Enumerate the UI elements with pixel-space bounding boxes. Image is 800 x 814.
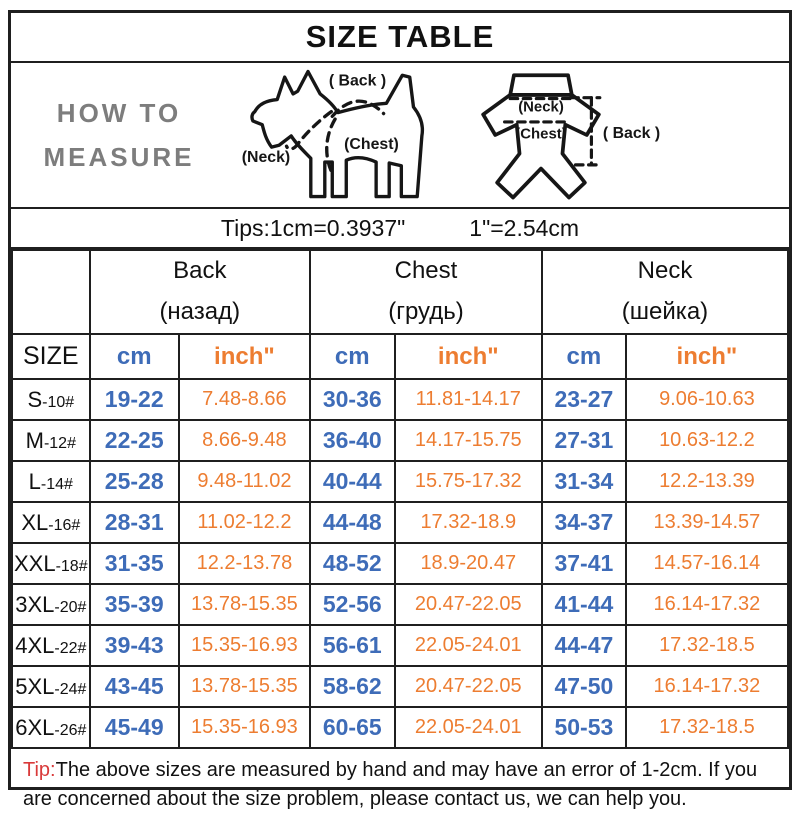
tip-inch-to-cm: 1"=2.54cm (469, 214, 580, 241)
back-cm-cell: 43-45 (90, 666, 179, 707)
back-inch-cell: 15.35-16.93 (179, 707, 310, 748)
back-cm-header: cm (90, 334, 179, 379)
heading-line-1: HOW TO (56, 97, 182, 128)
table-group-header-row (12, 250, 788, 334)
neck-inch-cell: 16.14-17.32 (626, 584, 788, 625)
size-cell (12, 543, 90, 584)
table-unit-header-row (12, 334, 788, 379)
dog-chest-label: (Chest) (344, 136, 399, 153)
chest-inch-cell: 14.17-15.75 (395, 420, 542, 461)
size-name: 4XL (15, 632, 55, 658)
neck-cm-cell: 50-53 (542, 707, 626, 748)
size-tag: -12# (43, 434, 76, 452)
back-cm-cell: 45-49 (90, 707, 179, 748)
chest-cm-cell: 52-56 (310, 584, 395, 625)
size-tag: -16# (48, 516, 81, 534)
neck-group-header (542, 250, 788, 334)
how-to-measure-heading (11, 91, 227, 179)
table-row (12, 584, 788, 625)
table-row (12, 420, 788, 461)
size-cell (12, 379, 90, 420)
back-cm-cell: 22-25 (90, 420, 179, 461)
back-inch-header: inch" (179, 334, 310, 379)
table-row (12, 379, 788, 420)
size-name: 3XL (15, 591, 55, 617)
neck-inch-cell: 13.39-14.57 (626, 502, 788, 543)
table-row (12, 461, 788, 502)
size-tag: -26# (54, 721, 87, 739)
back-cm-cell: 19-22 (90, 379, 179, 420)
chest-cm-cell: 48-52 (310, 543, 395, 584)
table-row (12, 625, 788, 666)
back-cm-cell: 28-31 (90, 502, 179, 543)
neck-cm-cell: 37-41 (542, 543, 626, 584)
size-name: L (28, 468, 41, 494)
chest-inch-cell: 22.05-24.01 (395, 707, 542, 748)
chest-cm-cell: 56-61 (310, 625, 395, 666)
neck-cm-cell: 41-44 (542, 584, 626, 625)
size-tag: -24# (54, 680, 87, 698)
chest-inch-header: inch" (395, 334, 542, 379)
neck-group-en: Neck (637, 257, 693, 285)
neck-inch-cell: 16.14-17.32 (626, 666, 788, 707)
chest-cm-cell: 58-62 (310, 666, 395, 707)
size-tag: -22# (54, 639, 87, 657)
neck-group-ru: (шейка) (621, 298, 709, 325)
back-inch-cell: 13.78-15.35 (179, 584, 310, 625)
size-cell (12, 502, 90, 543)
neck-cm-cell: 47-50 (542, 666, 626, 707)
table-row (12, 502, 788, 543)
chest-cm-header: cm (310, 334, 395, 379)
heading-line-2: MEASURE (43, 142, 195, 172)
size-tag: -20# (54, 598, 87, 616)
chest-group-en: Chest (394, 257, 458, 285)
size-tag: -18# (55, 557, 88, 575)
neck-inch-cell: 14.57-16.14 (626, 543, 788, 584)
size-name: 5XL (15, 673, 55, 699)
note-prefix: Tip: (23, 759, 56, 781)
chest-cm-cell: 40-44 (310, 461, 395, 502)
neck-cm-cell: 31-34 (542, 461, 626, 502)
chest-inch-cell: 20.47-22.05 (395, 666, 542, 707)
back-group-ru: (назад) (159, 298, 241, 325)
chest-inch-cell: 15.75-17.32 (395, 461, 542, 502)
how-to-measure-section (11, 63, 789, 209)
empty-corner-cell (12, 250, 90, 334)
dog-neck-label: (Neck) (241, 149, 291, 167)
size-cell (12, 666, 90, 707)
page-title: SIZE TABLE (11, 13, 789, 63)
back-inch-cell: 7.48-8.66 (179, 379, 310, 420)
garment-back-label: ( Back ) (602, 124, 661, 142)
size-column-header: SIZE (12, 334, 90, 379)
back-cm-cell: 31-35 (90, 543, 179, 584)
garment-chest-label: (Chest) (515, 125, 567, 143)
table-row (12, 707, 788, 748)
bottom-note (11, 749, 789, 814)
garment-collar-icon (510, 75, 572, 95)
back-inch-cell: 13.78-15.35 (179, 666, 310, 707)
chest-group-header (310, 250, 542, 334)
garment-neck-label: (Neck) (518, 98, 564, 116)
dog-back-label: ( Back ) (328, 72, 387, 90)
chest-cm-cell: 44-48 (310, 502, 395, 543)
back-inch-cell: 11.02-12.2 (179, 502, 310, 543)
back-group-en: Back (173, 257, 227, 285)
neck-cm-cell: 27-31 (542, 420, 626, 461)
chest-cm-cell: 60-65 (310, 707, 395, 748)
neck-cm-cell: 23-27 (542, 379, 626, 420)
chest-inch-cell: 22.05-24.01 (395, 625, 542, 666)
size-tag: -10# (42, 393, 75, 411)
tip-cm-to-inch: Tips:1cm=0.3937" (220, 214, 406, 241)
back-inch-cell: 8.66-9.48 (179, 420, 310, 461)
dog-measure-illustration (227, 65, 459, 205)
chest-cm-cell: 36-40 (310, 420, 395, 461)
back-cm-cell: 39-43 (90, 625, 179, 666)
dog-outline-icon (252, 72, 422, 197)
note-text: The above sizes are measured by hand and may have an error of 1-2cm. If you are concerned about the size problem, please contact us, we can help you. (23, 759, 758, 810)
neck-inch-header: inch" (626, 334, 788, 379)
size-table (11, 249, 789, 749)
size-cell (12, 461, 90, 502)
size-name: 6XL (15, 714, 55, 740)
size-name: S (27, 386, 43, 412)
back-inch-cell: 15.35-16.93 (179, 625, 310, 666)
size-cell (12, 625, 90, 666)
chest-inch-cell: 17.32-18.9 (395, 502, 542, 543)
size-tag: -14# (40, 475, 73, 493)
back-group-header (90, 250, 310, 334)
size-cell (12, 420, 90, 461)
chest-inch-cell: 18.9-20.47 (395, 543, 542, 584)
back-inch-cell: 12.2-13.78 (179, 543, 310, 584)
neck-inch-cell: 17.32-18.5 (626, 707, 788, 748)
table-row (12, 543, 788, 584)
neck-cm-header: cm (542, 334, 626, 379)
size-name: XXL (13, 550, 56, 576)
neck-cm-cell: 34-37 (542, 502, 626, 543)
neck-inch-cell: 9.06-10.63 (626, 379, 788, 420)
back-cm-cell: 25-28 (90, 461, 179, 502)
size-name: XL (21, 509, 49, 535)
neck-inch-cell: 10.63-12.2 (626, 420, 788, 461)
conversion-tips-row (11, 209, 789, 249)
neck-cm-cell: 44-47 (542, 625, 626, 666)
table-row (12, 666, 788, 707)
outer-border-box (8, 10, 792, 810)
back-inch-cell: 9.48-11.02 (179, 461, 310, 502)
size-name: M (25, 427, 44, 453)
size-cell (12, 584, 90, 625)
chest-inch-cell: 20.47-22.05 (395, 584, 542, 625)
chest-inch-cell: 11.81-14.17 (395, 379, 542, 420)
garment-measure-illustration (459, 65, 707, 205)
chest-cm-cell: 30-36 (310, 379, 395, 420)
neck-inch-cell: 17.32-18.5 (626, 625, 788, 666)
dog-neck-measure-line (287, 112, 332, 149)
back-cm-cell: 35-39 (90, 584, 179, 625)
size-cell (12, 707, 90, 748)
neck-inch-cell: 12.2-13.39 (626, 461, 788, 502)
chest-group-ru: (грудь) (388, 298, 464, 325)
